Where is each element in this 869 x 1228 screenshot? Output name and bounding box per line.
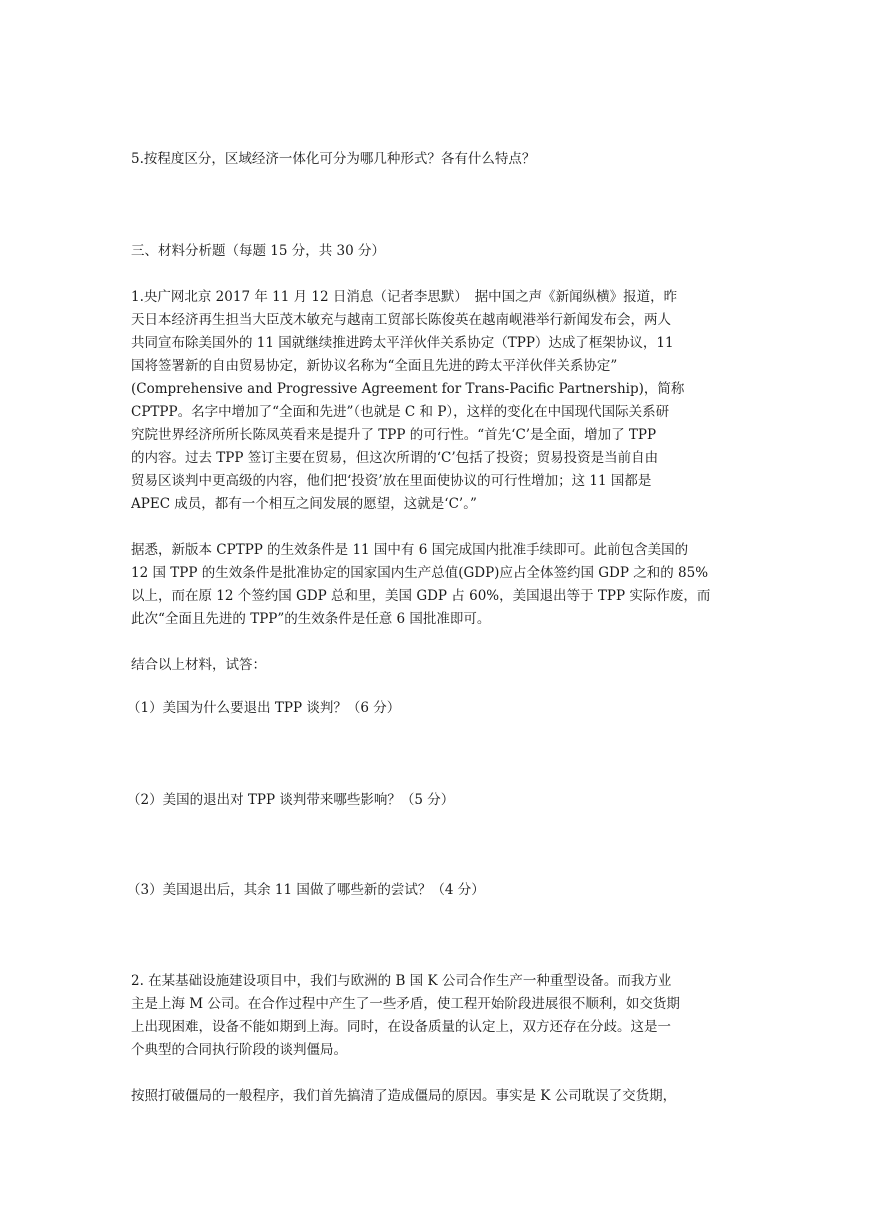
text-line: 天日本经济再生担当大臣茂木敏充与越南工贸部长陈俊英在越南岘港举行新闻发布会，两人 bbox=[131, 312, 671, 328]
sub-question-2 bbox=[127, 789, 735, 812]
text-line: 个典型的合同执行阶段的谈判僵局。 bbox=[131, 1042, 347, 1058]
sub-question-text: （1）美国为什么要退出 TPP 谈判？（6 分） bbox=[127, 700, 401, 716]
text-line: 12 国 TPP 的生效条件是批准协定的国家国内生产总值(GDP)应占全体签约国 GDP 之和的 85% bbox=[131, 565, 709, 581]
sub-question-text: （3）美国退出后，其余 11 国做了哪些新的尝试？（4 分） bbox=[127, 882, 485, 898]
text-line: 的内容。过去 TPP 签订主要在贸易，但这次所谓的‘C’包括了投资；贸易投资是当前自由 bbox=[131, 450, 659, 466]
text-line: 1.央广网北京 2017 年 11 月 12 日消息（记者李思默） 据中国之声《新闻纵横》报道，昨 bbox=[131, 289, 678, 305]
text-line: 共同宣布除美国外的 11 国就继续推进跨太平洋伙伴关系协定（TPP）达成了框架协议，11 bbox=[131, 335, 674, 351]
text-line: 2. 在某基础设施建设项目中，我们与欧洲的 B 国 K 公司合作生产一种重型设备。而我方业 bbox=[131, 973, 672, 989]
sub-question-3 bbox=[127, 879, 735, 902]
text-line: 此次“全面且先进的 TPP”的生效条件是任意 6 国批准即可。 bbox=[131, 611, 491, 627]
text-line: 贸易区谈判中更高级的内容，他们把‘投资’放在里面使协议的可行性增加；这 11 国都是 bbox=[131, 473, 652, 489]
text-line: 国将签署新的自由贸易协定，新协议名称为“全面且先进的跨太平洋伙伴关系协定” bbox=[131, 358, 618, 374]
text-line: CPTPP。名字中增加了“全面和先进”（也就是 C 和 P），这样的变化在中国现代国际关系研 bbox=[131, 404, 670, 420]
material-2-paragraph-2 bbox=[131, 1085, 739, 1108]
sub-question-text: （2）美国的退出对 TPP 谈判带来哪些影响？（5 分） bbox=[127, 792, 455, 808]
prompt-text: 结合以上材料，试答： bbox=[131, 657, 266, 673]
material-1-prompt bbox=[131, 654, 739, 677]
text-line: (Comprehensive and Progressive Agreement for Trans-Pacific Partnership)，简称 bbox=[131, 381, 685, 397]
text-line: 究院世界经济所所长陈凤英看来是提升了 TPP 的可行性。“首先‘C’是全面，增加了 TPP bbox=[131, 427, 657, 443]
text-line: 主是上海 M 公司。在合作过程中产生了一些矛盾，使工程开始阶段进展很不顺利，如交货期 bbox=[131, 996, 680, 1012]
text-line: 上出现困难，设备不能如期到上海。同时，在设备质量的认定上，双方还存在分歧。这是一 bbox=[131, 1019, 671, 1035]
text-line: 以上，而在原 12 个签约国 GDP 总和里，美国 GDP 占 60%，美国退出等于 TPP 实际作废，而 bbox=[131, 588, 711, 604]
sub-question-1 bbox=[127, 697, 735, 720]
text-line: 按照打破僵局的一般程序，我们首先搞清了造成僵局的原因。事实是 K 公司耽误了交货期， bbox=[131, 1088, 677, 1104]
text-line: 据悉，新版本 CPTPP 的生效条件是 11 国中有 6 国完成国内批准手续即可。此前包含美国的 bbox=[131, 542, 689, 558]
section-3-title bbox=[131, 240, 739, 263]
material-1-paragraph-2 bbox=[131, 539, 739, 631]
question-5 bbox=[131, 148, 739, 171]
text-line: APEC 成员，都有一个相互之间发展的愿望，这就是‘C’。” bbox=[131, 496, 477, 512]
section-3-title-text: 三、材料分析题（每题 15 分，共 30 分） bbox=[131, 243, 386, 259]
question-5-text: 5.按程度区分，区域经济一体化可分为哪几种形式？各有什么特点？ bbox=[131, 151, 536, 167]
material-2-paragraph-1 bbox=[131, 970, 739, 1062]
material-1-paragraph-1 bbox=[131, 286, 739, 516]
